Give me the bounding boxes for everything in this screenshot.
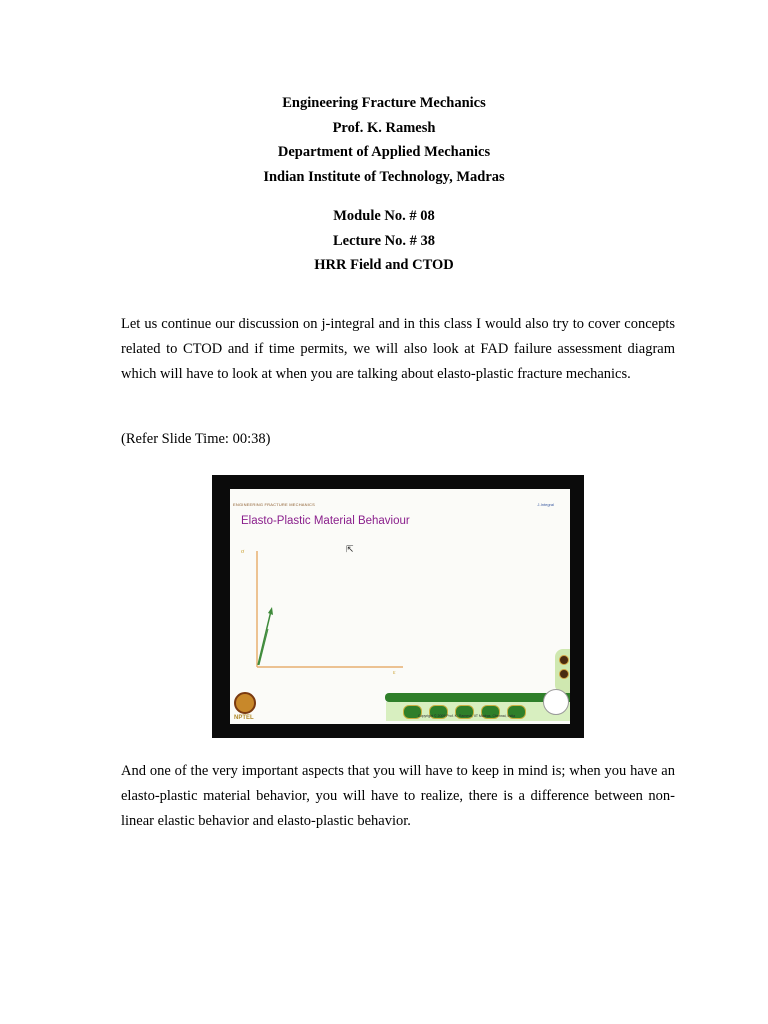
department-name: Department of Applied Mechanics <box>277 144 491 160</box>
side-next-button[interactable] <box>559 669 569 679</box>
course-title: Engineering Fracture Mechanics <box>282 95 486 111</box>
nptel-logo-text: NPTEL <box>234 715 254 721</box>
unloading-curve <box>259 629 268 665</box>
stress-axis-label: σ <box>241 549 245 555</box>
second-paragraph: And one of the very important aspects that you will have to keep in mind is; when you have an elasto-plastic material behavior, you will have to realize, there is a difference between non-linear elastic behavior and elasto-plastic behavior. <box>121 763 675 829</box>
slide-image <box>212 475 584 738</box>
professor-name: Prof. K. Ramesh <box>332 119 436 136</box>
nptel-logo-icon <box>234 692 256 714</box>
slide-topic-label: J-Integral <box>537 502 554 507</box>
slide-content <box>230 489 570 724</box>
refer-slide-time: (Refer Slide Time: 00:38) <box>121 431 271 447</box>
mouse-cursor-icon: ⇱ <box>346 545 354 555</box>
institute-name: Indian Institute of Technology, Madras <box>263 168 505 185</box>
lecture-header <box>0 91 768 189</box>
lecture-info <box>0 204 768 278</box>
arrowhead-icon <box>268 607 273 615</box>
module-number: Module No. # 08 <box>333 208 435 224</box>
intro-paragraph: Let us continue our discussion on j-integral and in this class I would also try to cover concepts related to CTOD and if time permits, we will also look at FAD failure assessment diagram which will have to look at when you are talking about elasto-plastic fracture mechanics. <box>121 316 675 382</box>
slide-copyright: Copyright © 2009 Prof. K. Ramesh, IIT Madras, Chennai, India <box>418 714 516 718</box>
stress-strain-sketch <box>230 489 570 724</box>
strain-axis-label: ε <box>393 670 396 676</box>
side-prev-button[interactable] <box>559 655 569 665</box>
loading-curve <box>258 611 271 665</box>
lecture-number: Lecture No. # 38 <box>332 232 436 249</box>
iit-madras-logo-icon <box>543 689 569 715</box>
lecture-topic: HRR Field and CTOD <box>314 257 454 273</box>
slide-course-label: ENGINEERING FRACTURE MECHANICS <box>233 502 316 507</box>
slide-title: Elasto-Plastic Material Behaviour <box>241 515 410 527</box>
